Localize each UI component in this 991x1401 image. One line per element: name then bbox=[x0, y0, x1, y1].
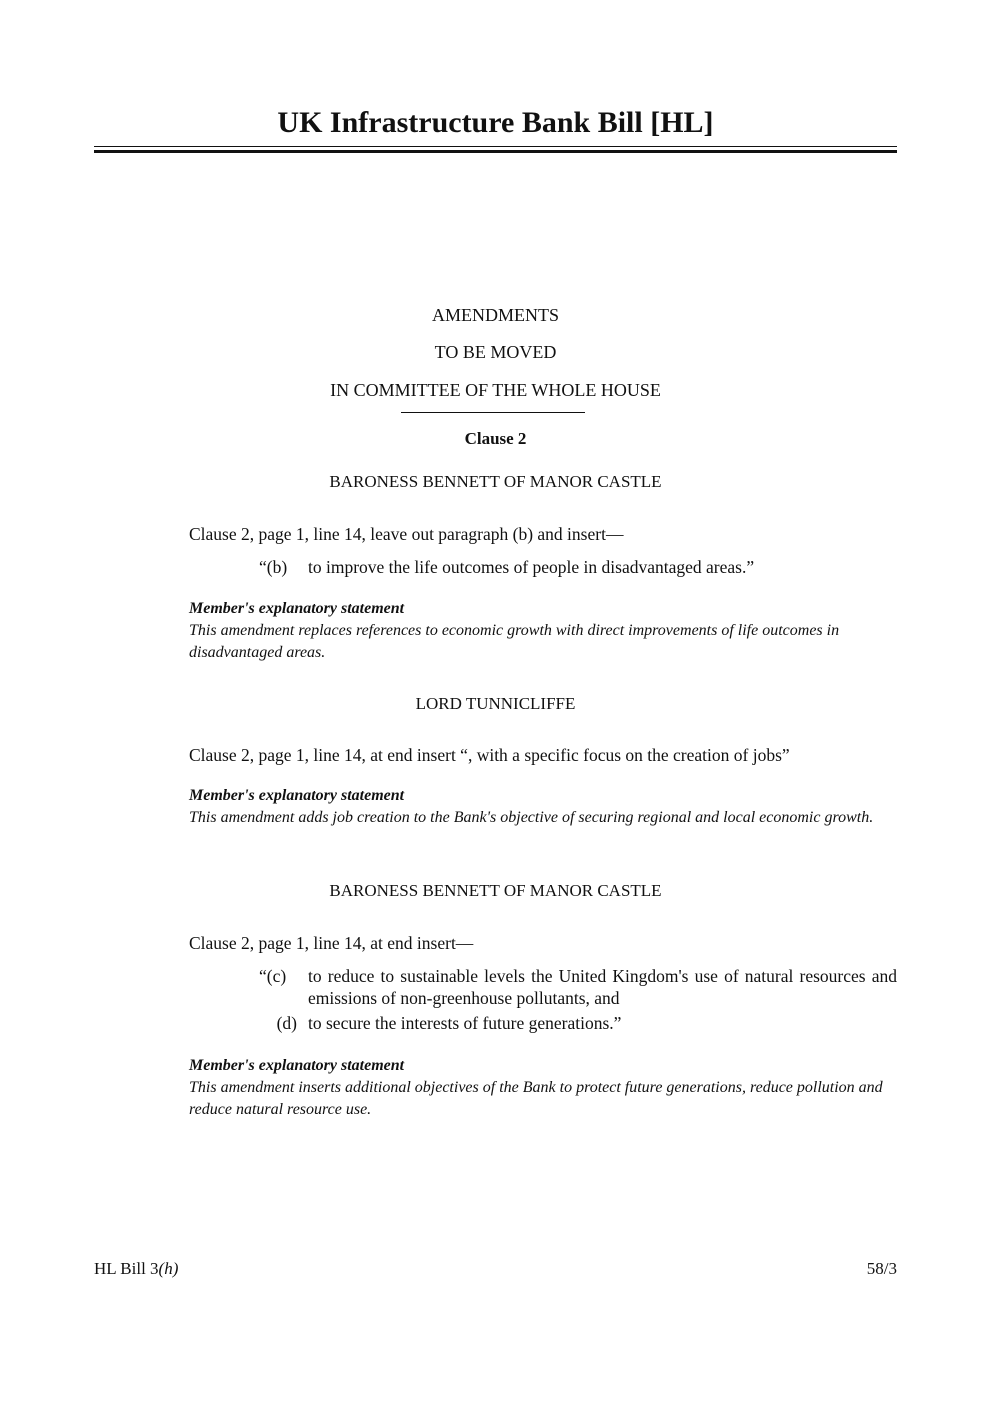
heading-amendments: AMENDMENTS bbox=[431, 305, 559, 325]
amendment-3-insert-d bbox=[259, 1012, 897, 1034]
bill-ref: HL Bill 3 bbox=[94, 1259, 159, 1278]
title-rule-thin bbox=[94, 146, 897, 147]
document-title: UK Infrastructure Bank Bill [HL] bbox=[277, 106, 714, 139]
footer-bill-reference bbox=[94, 1259, 178, 1279]
footer-page-reference: 58/3 bbox=[866, 1259, 897, 1278]
statement-text: This amendment adds job creation to the Bank's objective of securing regional and local economic growth. bbox=[189, 809, 874, 826]
insert-text: to improve the life outcomes of people in disadvantaged areas.” bbox=[308, 557, 755, 577]
insert-label: (d) bbox=[276, 1013, 297, 1033]
amendment-2-statement bbox=[189, 785, 897, 829]
amendment-3-insert-c bbox=[259, 965, 897, 1009]
amendment-1-instruction: Clause 2, page 1, line 14, leave out paragraph (b) and insert— bbox=[189, 524, 624, 544]
clause-heading: Clause 2 bbox=[464, 429, 527, 448]
bill-suffix: (h) bbox=[158, 1259, 179, 1278]
amendment-3-statement bbox=[189, 1055, 897, 1121]
statement-heading: Member's explanatory statement bbox=[189, 600, 405, 617]
statement-text: This amendment replaces references to economic growth with direct improvements of life outcomes in disadvantaged areas. bbox=[189, 622, 840, 661]
amendment-1-statement bbox=[189, 598, 897, 664]
statement-text: This amendment inserts additional objectives of the Bank to protect future generations, reduce pollution and reduce natural resource use. bbox=[189, 1079, 883, 1118]
insert-label: “(c) bbox=[259, 966, 287, 986]
insert-label: “(b) bbox=[259, 557, 288, 577]
heading-committee: IN COMMITTEE OF THE WHOLE HOUSE bbox=[330, 380, 661, 400]
amendment-2-instruction: Clause 2, page 1, line 14, at end insert “, with a specific focus on the creation of jobs” bbox=[189, 745, 790, 765]
heading-to-be-moved: TO BE MOVED bbox=[434, 342, 557, 362]
title-rule-thick bbox=[94, 150, 897, 153]
amendment-1-member: BARONESS BENNETT OF MANOR CASTLE bbox=[329, 472, 662, 491]
amendment-1-insert-b bbox=[259, 556, 897, 578]
amendment-2-member: LORD TUNNICLIFFE bbox=[415, 694, 576, 713]
heading-divider bbox=[401, 412, 585, 413]
amendment-3-member: BARONESS BENNETT OF MANOR CASTLE bbox=[329, 881, 662, 900]
statement-heading: Member's explanatory statement bbox=[189, 1057, 405, 1074]
amendment-3-instruction: Clause 2, page 1, line 14, at end insert— bbox=[189, 933, 474, 953]
insert-text: to secure the interests of future generations.” bbox=[308, 1013, 622, 1033]
insert-text: to reduce to sustainable levels the United Kingdom's use of natural resources and emissions of non-greenhouse pollutants, and bbox=[308, 966, 897, 1008]
statement-heading: Member's explanatory statement bbox=[189, 787, 405, 804]
